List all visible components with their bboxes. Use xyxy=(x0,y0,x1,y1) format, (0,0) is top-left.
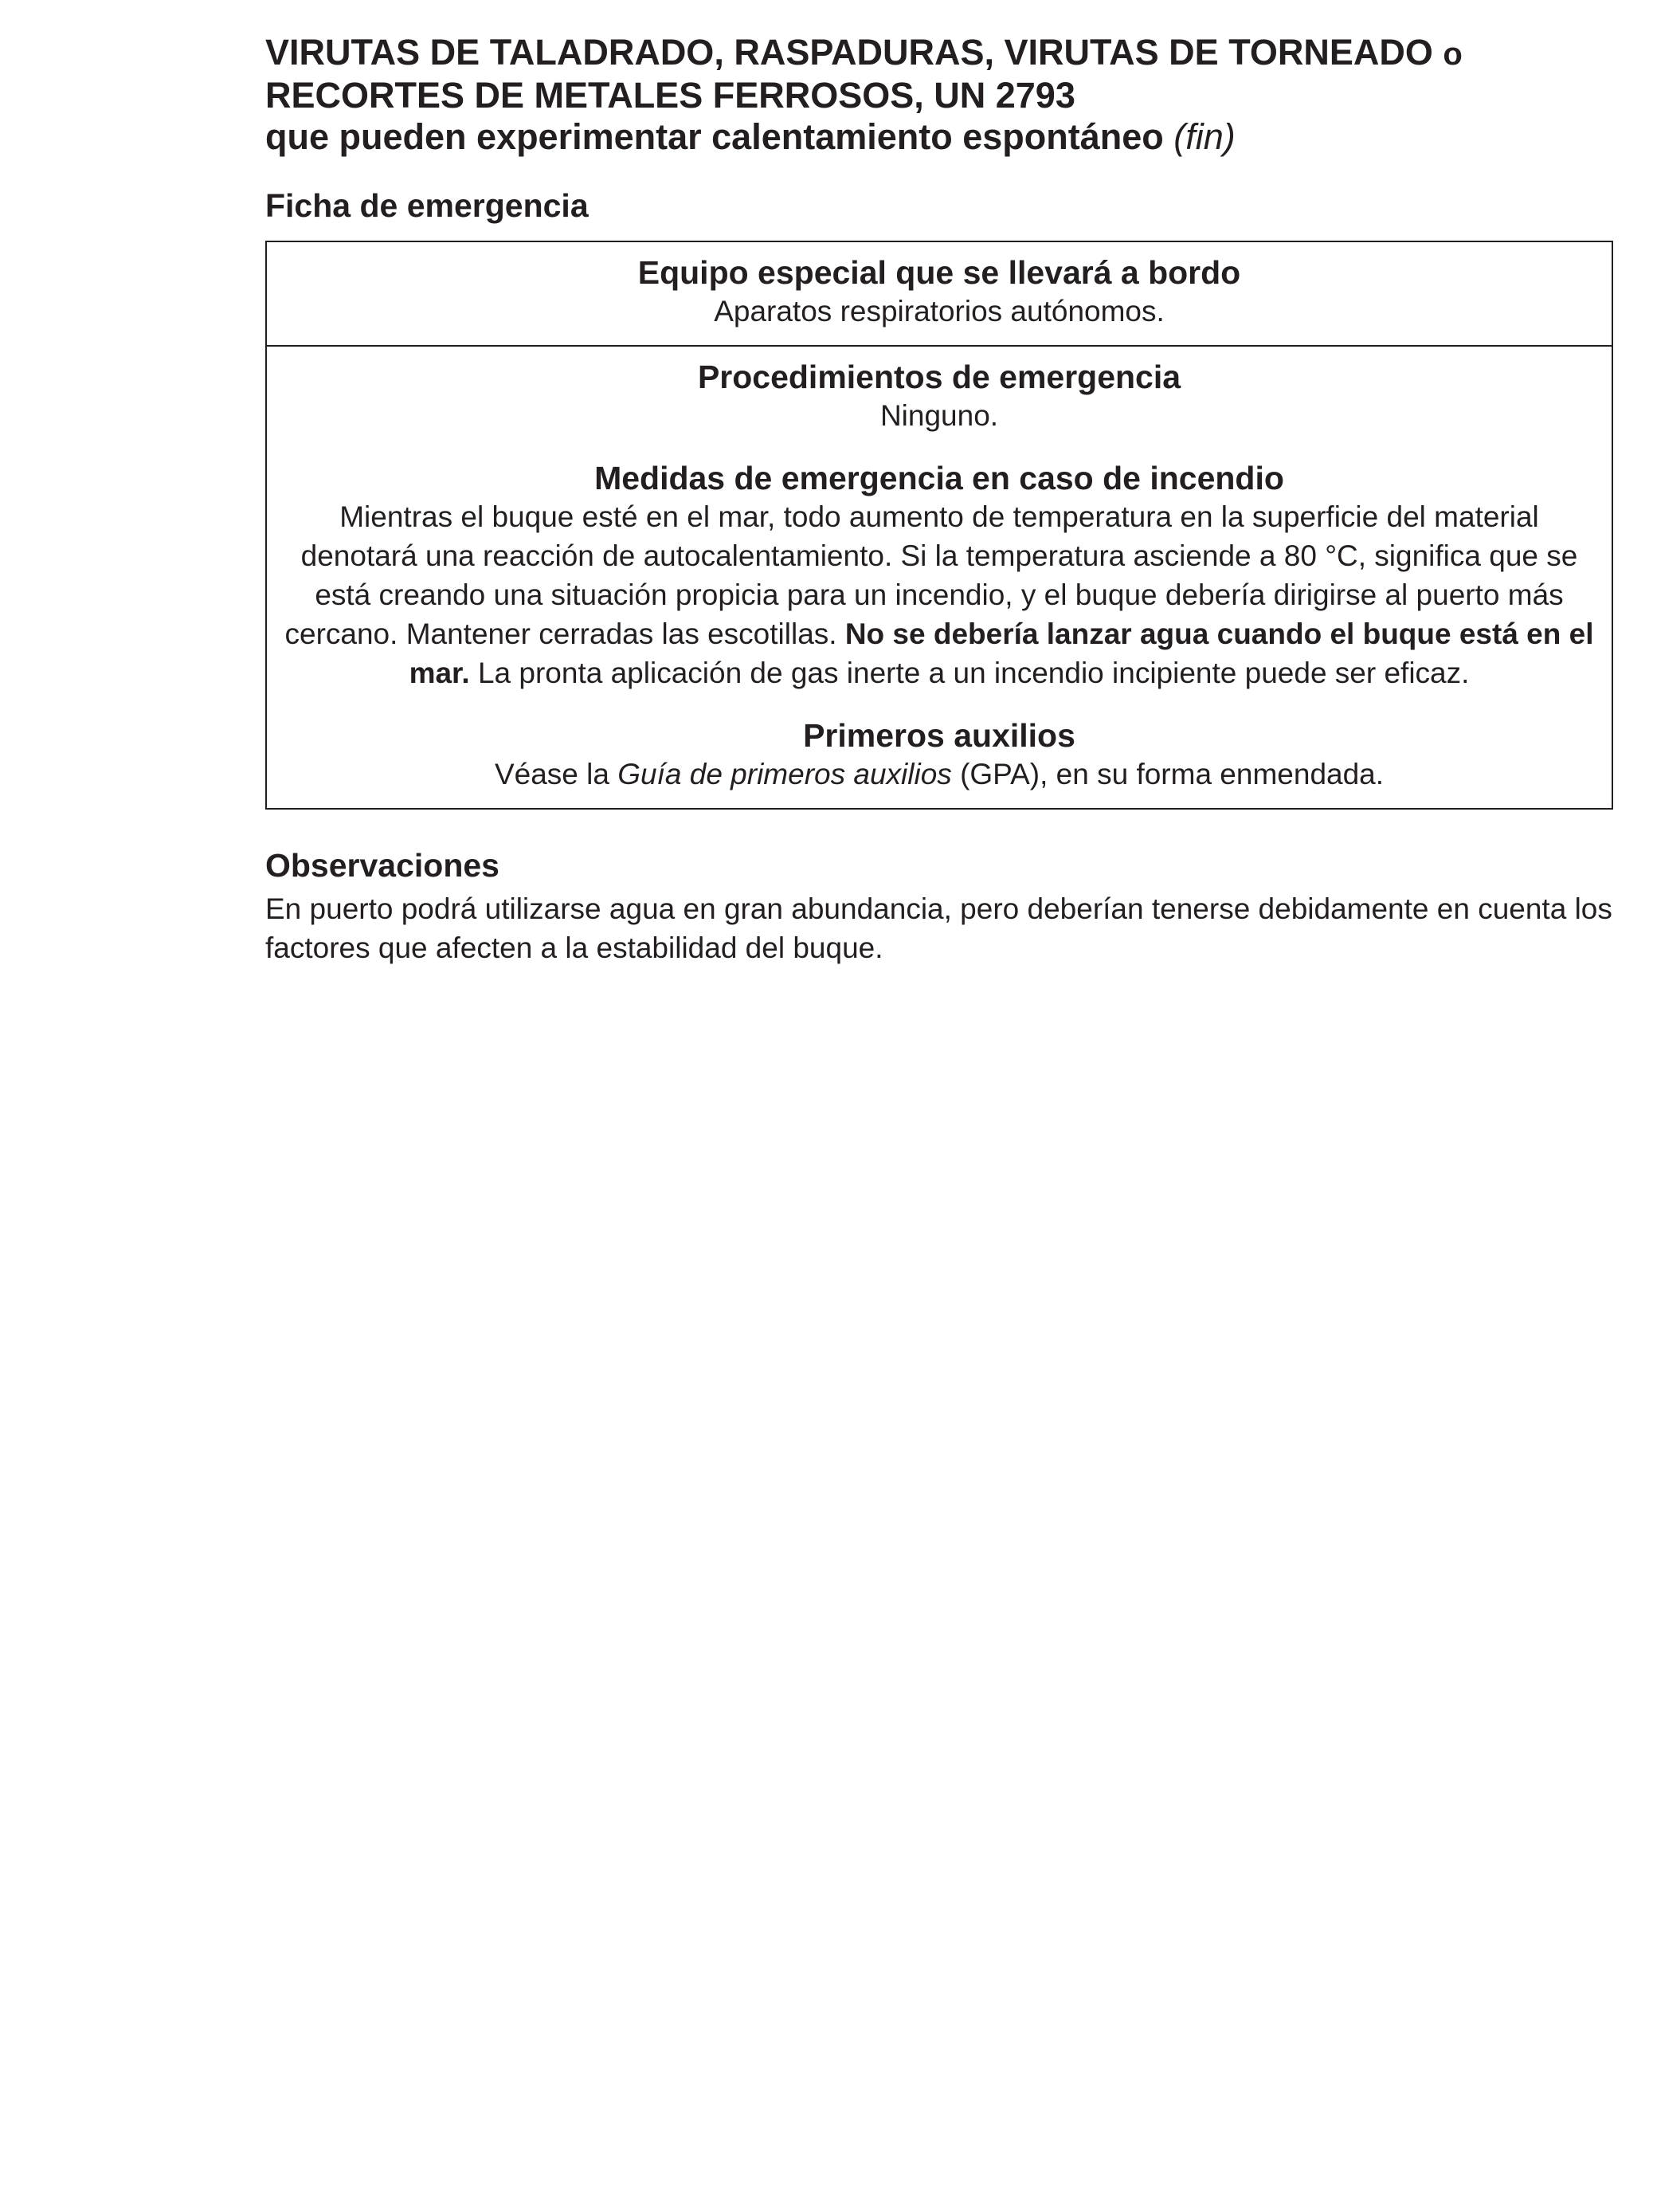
fire-block xyxy=(280,459,1599,692)
first-aid-title: Primeros auxilios xyxy=(803,717,1075,754)
title-suffix: (fin) xyxy=(1173,116,1236,157)
observations-text: En puerto podrá utilizarse agua en gran abundancia, pero deberían tenerse debidamente en cuenta los factores que afecten a la estabilidad del buque. xyxy=(265,892,1612,964)
ficha-heading: Ficha de emergencia xyxy=(265,187,589,224)
equipment-section xyxy=(267,242,1612,345)
fire-text xyxy=(280,497,1599,692)
fire-title: Medidas de emergencia en caso de incendio xyxy=(594,460,1284,496)
title-line-2: RECORTES DE METALES FERROSOS, UN 2793 xyxy=(265,75,1075,116)
guide-title: Guía de primeros auxilios xyxy=(617,758,952,790)
procedures-text: Ninguno. xyxy=(879,399,999,432)
first-aid-text: Véase la Guía de primeros auxilios (GPA), en su forma enmendada. xyxy=(494,758,1385,790)
title-connector: o xyxy=(1443,37,1463,72)
observations-heading: Observaciones xyxy=(265,847,499,884)
procedures-section xyxy=(267,345,1612,808)
emergency-box xyxy=(265,241,1613,810)
title-line-3: que pueden experimentar calentamiento espontáneo (fin) xyxy=(265,116,1236,157)
first-aid-block xyxy=(280,716,1599,794)
document-page xyxy=(265,32,1613,967)
equipment-title: Equipo especial que se llevará a bordo xyxy=(637,254,1241,291)
equipment-text: Aparatos respiratorios autónomos. xyxy=(714,295,1165,327)
fire-text-part2: La pronta aplicación de gas inerte a un incendio incipiente puede ser eficaz. xyxy=(477,657,1470,689)
fire-text-bold: No se debería lanzar agua cuando el buque está en el mar. xyxy=(409,618,1594,689)
title-line-1: VIRUTAS DE TALADRADO, RASPADURAS, VIRUTAS DE TORNEADO o xyxy=(265,32,1463,73)
procedures-title: Procedimientos de emergencia xyxy=(697,359,1181,395)
fire-text-part1: Mientras el buque esté en el mar, todo aumento de temperatura en la superficie del material denotará una reacción de autocalentamiento. Si la temperatura asciende a 80 °C, significa que se está creando una situación propicia para un incendio, y el buque debería dirigirse al puerto más cercano. Mantener cerradas las escotillas. xyxy=(284,500,1578,650)
document-title xyxy=(265,32,1613,158)
